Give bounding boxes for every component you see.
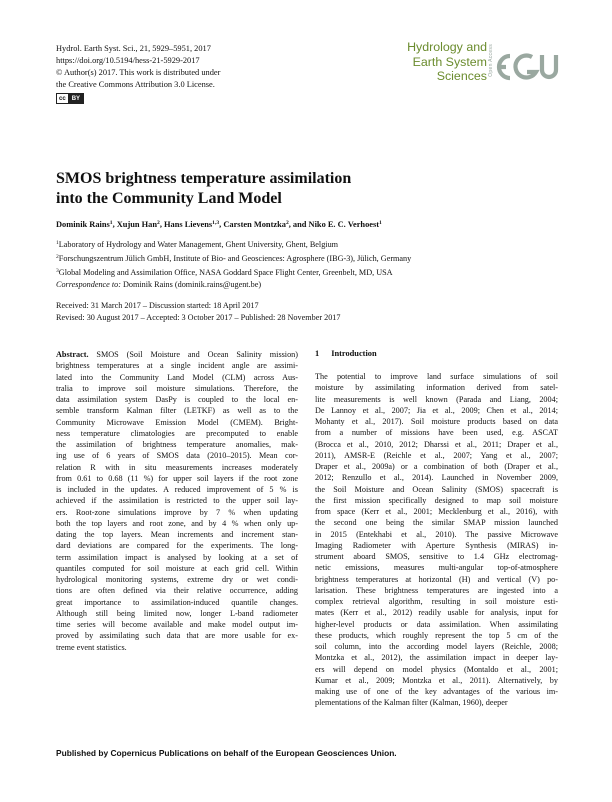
text-line-content: Kumar et al., 2009; Montzka et al., 2011). Alternatively, by xyxy=(315,675,558,685)
text-line-content: lated into the Community Land Model (CLM) across Aus- xyxy=(56,372,298,382)
egu-logo-icon xyxy=(494,50,560,84)
publisher-footer: Published by Copernicus Publications on behalf of the European Geosciences Union. xyxy=(56,748,397,758)
text-line xyxy=(315,450,558,461)
abstract-label: Abstract. xyxy=(56,350,97,359)
text-line-content: proved by assimilating such data that are more usable for ex- xyxy=(56,631,298,641)
section-heading xyxy=(315,349,389,358)
text-line-content: treme event statistics. xyxy=(56,642,127,652)
text-line xyxy=(315,495,558,506)
text-line xyxy=(315,394,558,405)
article-meta xyxy=(56,43,220,104)
text-line-content: dating the top layers. Mean increments and increment stan- xyxy=(56,530,298,539)
text-line xyxy=(315,371,558,382)
affiliation-mark: 3 xyxy=(56,268,59,274)
text-line-content: Imaging Radiometer with Aperture Synthesis (MIRAS) in- xyxy=(315,540,558,550)
text-line-content: higher-level products or data assimilation. When assimilating xyxy=(315,619,558,629)
text-line-content: achieved if the assimilation is restricted to the upper soil lay- xyxy=(56,496,298,506)
text-line-content: time series will become available and make model output im- xyxy=(56,620,298,629)
text-line xyxy=(315,427,558,438)
text-line-content: mates (Kerr et al., 2012) readily usable for analysis, input for xyxy=(315,608,558,618)
text-line-content: brightness temperatures at a single incident angle are assimi- xyxy=(56,361,298,371)
text-line xyxy=(315,551,558,562)
dates-published: Revised: 30 August 2017 – Accepted: 3 October 2017 – Published: 28 November 2017 xyxy=(56,313,341,322)
journal-name xyxy=(384,40,487,84)
text-line xyxy=(315,675,558,686)
author-name: Carsten Montzka xyxy=(223,220,286,229)
affiliation-text: Forschungszentrum Jülich GmbH, Institute of Bio- and Geosciences: Agrosphere (IBG-3), Jülich, Germany xyxy=(58,254,412,263)
text-line-content: great importance to assimilation-induced quantile changes. xyxy=(56,597,298,607)
section-title: Introduction xyxy=(331,349,377,358)
author-separator: , xyxy=(112,220,117,229)
cc-badge-left: cc xyxy=(57,94,69,103)
text-line xyxy=(315,405,558,416)
text-line xyxy=(56,484,298,495)
journal-name-line2: Earth System xyxy=(412,54,487,69)
title-line1: SMOS brightness temperature assimilation xyxy=(56,170,352,187)
text-line-content: quantiles computed for soil moisture at each grid cell. Within xyxy=(56,563,298,573)
text-line xyxy=(56,630,298,641)
text-line-content: netic emissions, measures multi-angular top-of-atmosphere xyxy=(315,563,558,573)
author-separator: , and xyxy=(288,220,309,229)
text-line-content: lite measurements is well known (Parada and Liang, 2004; xyxy=(315,394,558,404)
text-line xyxy=(315,506,558,517)
text-line-content: the first mission specifically designed to map soil moisture xyxy=(315,495,558,505)
text-line xyxy=(315,664,558,675)
doi-link[interactable]: https://doi.org/10.5194/hess-21-5929-2017 xyxy=(56,56,200,65)
text-line xyxy=(56,439,298,450)
text-line xyxy=(56,552,298,563)
text-line xyxy=(56,372,298,383)
text-line-content: 2011), AMSR-E (Reichle et al., 2007; Yang et al., 2007; xyxy=(315,450,558,460)
text-line-content: brightness temperatures at horizontal (H) and vertical (V) po- xyxy=(315,574,558,584)
affiliation xyxy=(56,251,411,265)
text-line xyxy=(315,630,558,641)
text-line-content: (Brocca et al., 2010, 2012; Dharssi et al., 2011; Draper et al., xyxy=(315,439,558,449)
text-line-content: making use of one of the key advantages of the various im- xyxy=(315,687,558,696)
text-line-content: larisation. These brightness temperatures are ingested into a xyxy=(315,585,558,595)
text-line xyxy=(315,585,558,596)
text-line-content: soil column, into the according model layers (Reichle, 2008; xyxy=(315,642,558,651)
text-line-content: in 2015 (Entekhabi et al., 2010). The passive Microwave xyxy=(315,529,558,539)
article-dates xyxy=(56,300,340,324)
text-line xyxy=(56,495,298,506)
text-line xyxy=(56,585,298,596)
text-line-content: term assimilation impact is analysed by looking at a set of xyxy=(56,552,298,562)
text-line xyxy=(315,697,558,708)
text-line-content: data assimilation system DasPy is coupled to the local en- xyxy=(56,395,298,404)
text-line xyxy=(315,540,558,551)
text-line-content: semble transform Kalman filter (LETKF) as well as to the xyxy=(56,406,298,416)
abstract xyxy=(56,349,298,653)
text-line xyxy=(56,563,298,574)
article-title xyxy=(56,169,416,208)
text-line xyxy=(56,394,298,405)
text-line-content: tralia to improve soil moisture simulations. Therefore, the xyxy=(56,383,298,393)
text-line-content: ness temperature climatologies are precomputed to enable xyxy=(56,428,298,438)
text-line-content: moisture by assimilating information derived from satel- xyxy=(315,383,558,393)
text-line-content: ing use of 6 years of SMOS data (2010–2015). Mean cor- xyxy=(56,451,298,461)
affiliation-mark: 1 xyxy=(56,240,59,246)
text-line-content: complex retrieval algorithm, resulting in soil moisture esti- xyxy=(315,597,558,606)
text-line xyxy=(315,472,558,483)
dates-received: Received: 31 March 2017 – Discussion started: 18 April 2017 xyxy=(56,301,259,310)
text-line xyxy=(315,484,558,495)
author-name: Xujun Han xyxy=(116,220,158,229)
license-line: the Creative Commons Attribution 3.0 License. xyxy=(56,80,215,89)
text-line-content: both the top layers and root zone, and by 4 % when only up- xyxy=(56,518,298,528)
text-line xyxy=(315,596,558,607)
section-number: 1 xyxy=(315,349,320,358)
author-affiliation-mark: 2 xyxy=(157,220,160,226)
text-line-content: relation R with in situ measurements increases moderately xyxy=(56,462,298,472)
text-line xyxy=(315,461,558,472)
author-list xyxy=(56,220,382,229)
text-line-content: 2012; Renzullo et al., 2014). Launched in November 2009, xyxy=(315,473,558,483)
author-name: Niko E. C. Verhoest xyxy=(308,220,380,229)
text-line xyxy=(315,382,558,393)
text-line xyxy=(56,619,298,630)
cc-by-badge[interactable] xyxy=(56,93,84,104)
text-line-content: from a number of missions have been used, e.g. ASCAT xyxy=(315,428,558,438)
text-line-content: De Lannoy et al., 2007; Jia et al., 2009; Chen et al., 2014; xyxy=(315,405,558,415)
text-line-content: ers will depend on model physics (Montaldo et al., 2001; xyxy=(315,664,558,674)
text-line xyxy=(56,360,298,371)
copyright-line: © Author(s) 2017. This work is distributed under xyxy=(56,68,221,77)
text-line xyxy=(56,507,298,518)
text-line-content: strument aboard SMOS, sensitive to 1.4 GHz electromag- xyxy=(315,552,558,561)
correspondence xyxy=(56,280,261,289)
cc-badge-right: BY xyxy=(69,94,83,103)
text-line xyxy=(56,642,298,653)
affiliation-list xyxy=(56,237,411,279)
open-access-label: Open Access xyxy=(488,44,494,77)
text-line-content: the second one being the similar SMAP mission launched xyxy=(315,518,558,528)
affiliation xyxy=(56,265,411,279)
text-line xyxy=(56,529,298,540)
text-line xyxy=(56,405,298,416)
text-line-content: these products, which roughly represent the top 5 cm of the xyxy=(315,630,558,640)
text-line xyxy=(315,574,558,585)
text-line-content: Mohanty et al., 2017). Soil moisture products based on data xyxy=(315,417,558,426)
text-line-content: the Soil Moisture and Ocean Salinity (SMOS) spacecraft is xyxy=(315,484,558,494)
text-line xyxy=(315,529,558,540)
journal-name-line1: Hydrology and xyxy=(407,40,487,54)
title-line2: into the Community Land Model xyxy=(56,189,282,207)
text-line xyxy=(56,428,298,439)
text-line-content: dard deviations are compared for the experiments. The long- xyxy=(56,541,298,551)
text-line xyxy=(315,686,558,697)
text-line xyxy=(315,652,558,663)
text-line xyxy=(56,540,298,551)
text-line xyxy=(56,450,298,461)
text-line-content: The potential to improve land surface simulations of soil xyxy=(315,372,558,381)
text-line xyxy=(315,607,558,618)
text-line-content: tions are often defined via their relative occurrence, adding xyxy=(56,586,298,596)
author-affiliation-mark: 1 xyxy=(109,220,113,226)
text-line xyxy=(56,597,298,608)
text-line-content: plementations of the Kalman filter (Kalman, 1960), deeper xyxy=(315,698,508,708)
author-name: Hans Lievens xyxy=(164,220,213,229)
author-affiliation-mark: 1,3 xyxy=(212,220,220,226)
text-line xyxy=(56,608,298,619)
citation: Hydrol. Earth Syst. Sci., 21, 5929–5951, 2017 xyxy=(56,44,211,53)
text-line xyxy=(315,416,558,427)
author-name: Dominik Rains xyxy=(56,220,110,229)
correspondence-value[interactable]: Dominik Rains (dominik.rains@ugent.be) xyxy=(123,280,262,289)
text-line-content: Draper et al., 2009a) or a combination of both (Draper et al., xyxy=(315,462,558,471)
journal-logo xyxy=(384,40,560,96)
text-line-content: from 0.61 to 0.68 (11 %) for upper soil layers if the root zone xyxy=(56,473,298,483)
journal-name-line3: Sciences xyxy=(436,69,487,83)
affiliation-text: Laboratory of Hydrology and Water Management, Ghent University, Ghent, Belgium xyxy=(58,240,339,249)
text-line xyxy=(56,518,298,529)
author-affiliation-mark: 1 xyxy=(379,220,382,226)
text-line-content: ers. Root-zone simulations improve by 7 % when updating xyxy=(56,507,298,517)
affiliation xyxy=(56,237,411,251)
text-line-content: SMOS (Soil Moisture and Ocean Salinity mission) xyxy=(96,350,299,359)
text-line xyxy=(315,641,558,652)
text-line-content: hydrological monitoring systems, extreme dry or wet condi- xyxy=(56,575,298,584)
text-line xyxy=(315,517,558,528)
affiliation-mark: 2 xyxy=(56,254,59,260)
text-line-content: Although still being limited now, longer L-band radiometer xyxy=(56,608,298,618)
text-line xyxy=(56,383,298,394)
text-line xyxy=(56,462,298,473)
affiliation-text: Global Modeling and Assimilation Office, NASA Goddard Space Flight Center, Greenbelt, MD, USA xyxy=(58,268,393,277)
correspondence-label: Correspondence to: xyxy=(56,280,121,289)
text-line xyxy=(315,562,558,573)
text-line-content: Montzka et al., 2012), the assimilation impact in deeper lay- xyxy=(315,653,558,663)
author-separator: , xyxy=(219,220,224,229)
author-affiliation-mark: 2 xyxy=(285,220,289,226)
author-separator: , xyxy=(159,220,164,229)
text-line xyxy=(315,439,558,450)
introduction-text xyxy=(315,371,558,709)
text-line-content: is included in the updates. A reduced improvement of 5 % is xyxy=(56,485,298,494)
text-line xyxy=(56,417,298,428)
text-line xyxy=(315,619,558,630)
text-line xyxy=(56,473,298,484)
text-line-content: from space (Kerr et al., 2001; Mecklenburg et al., 2016), with xyxy=(315,507,558,516)
text-line-content: Community Microwave Emission Model (CMEM). Bright- xyxy=(56,417,298,427)
text-line xyxy=(56,574,298,585)
text-line xyxy=(56,349,298,360)
text-line-content: the assimilation of brightness temperature anomalies, mak- xyxy=(56,440,298,449)
